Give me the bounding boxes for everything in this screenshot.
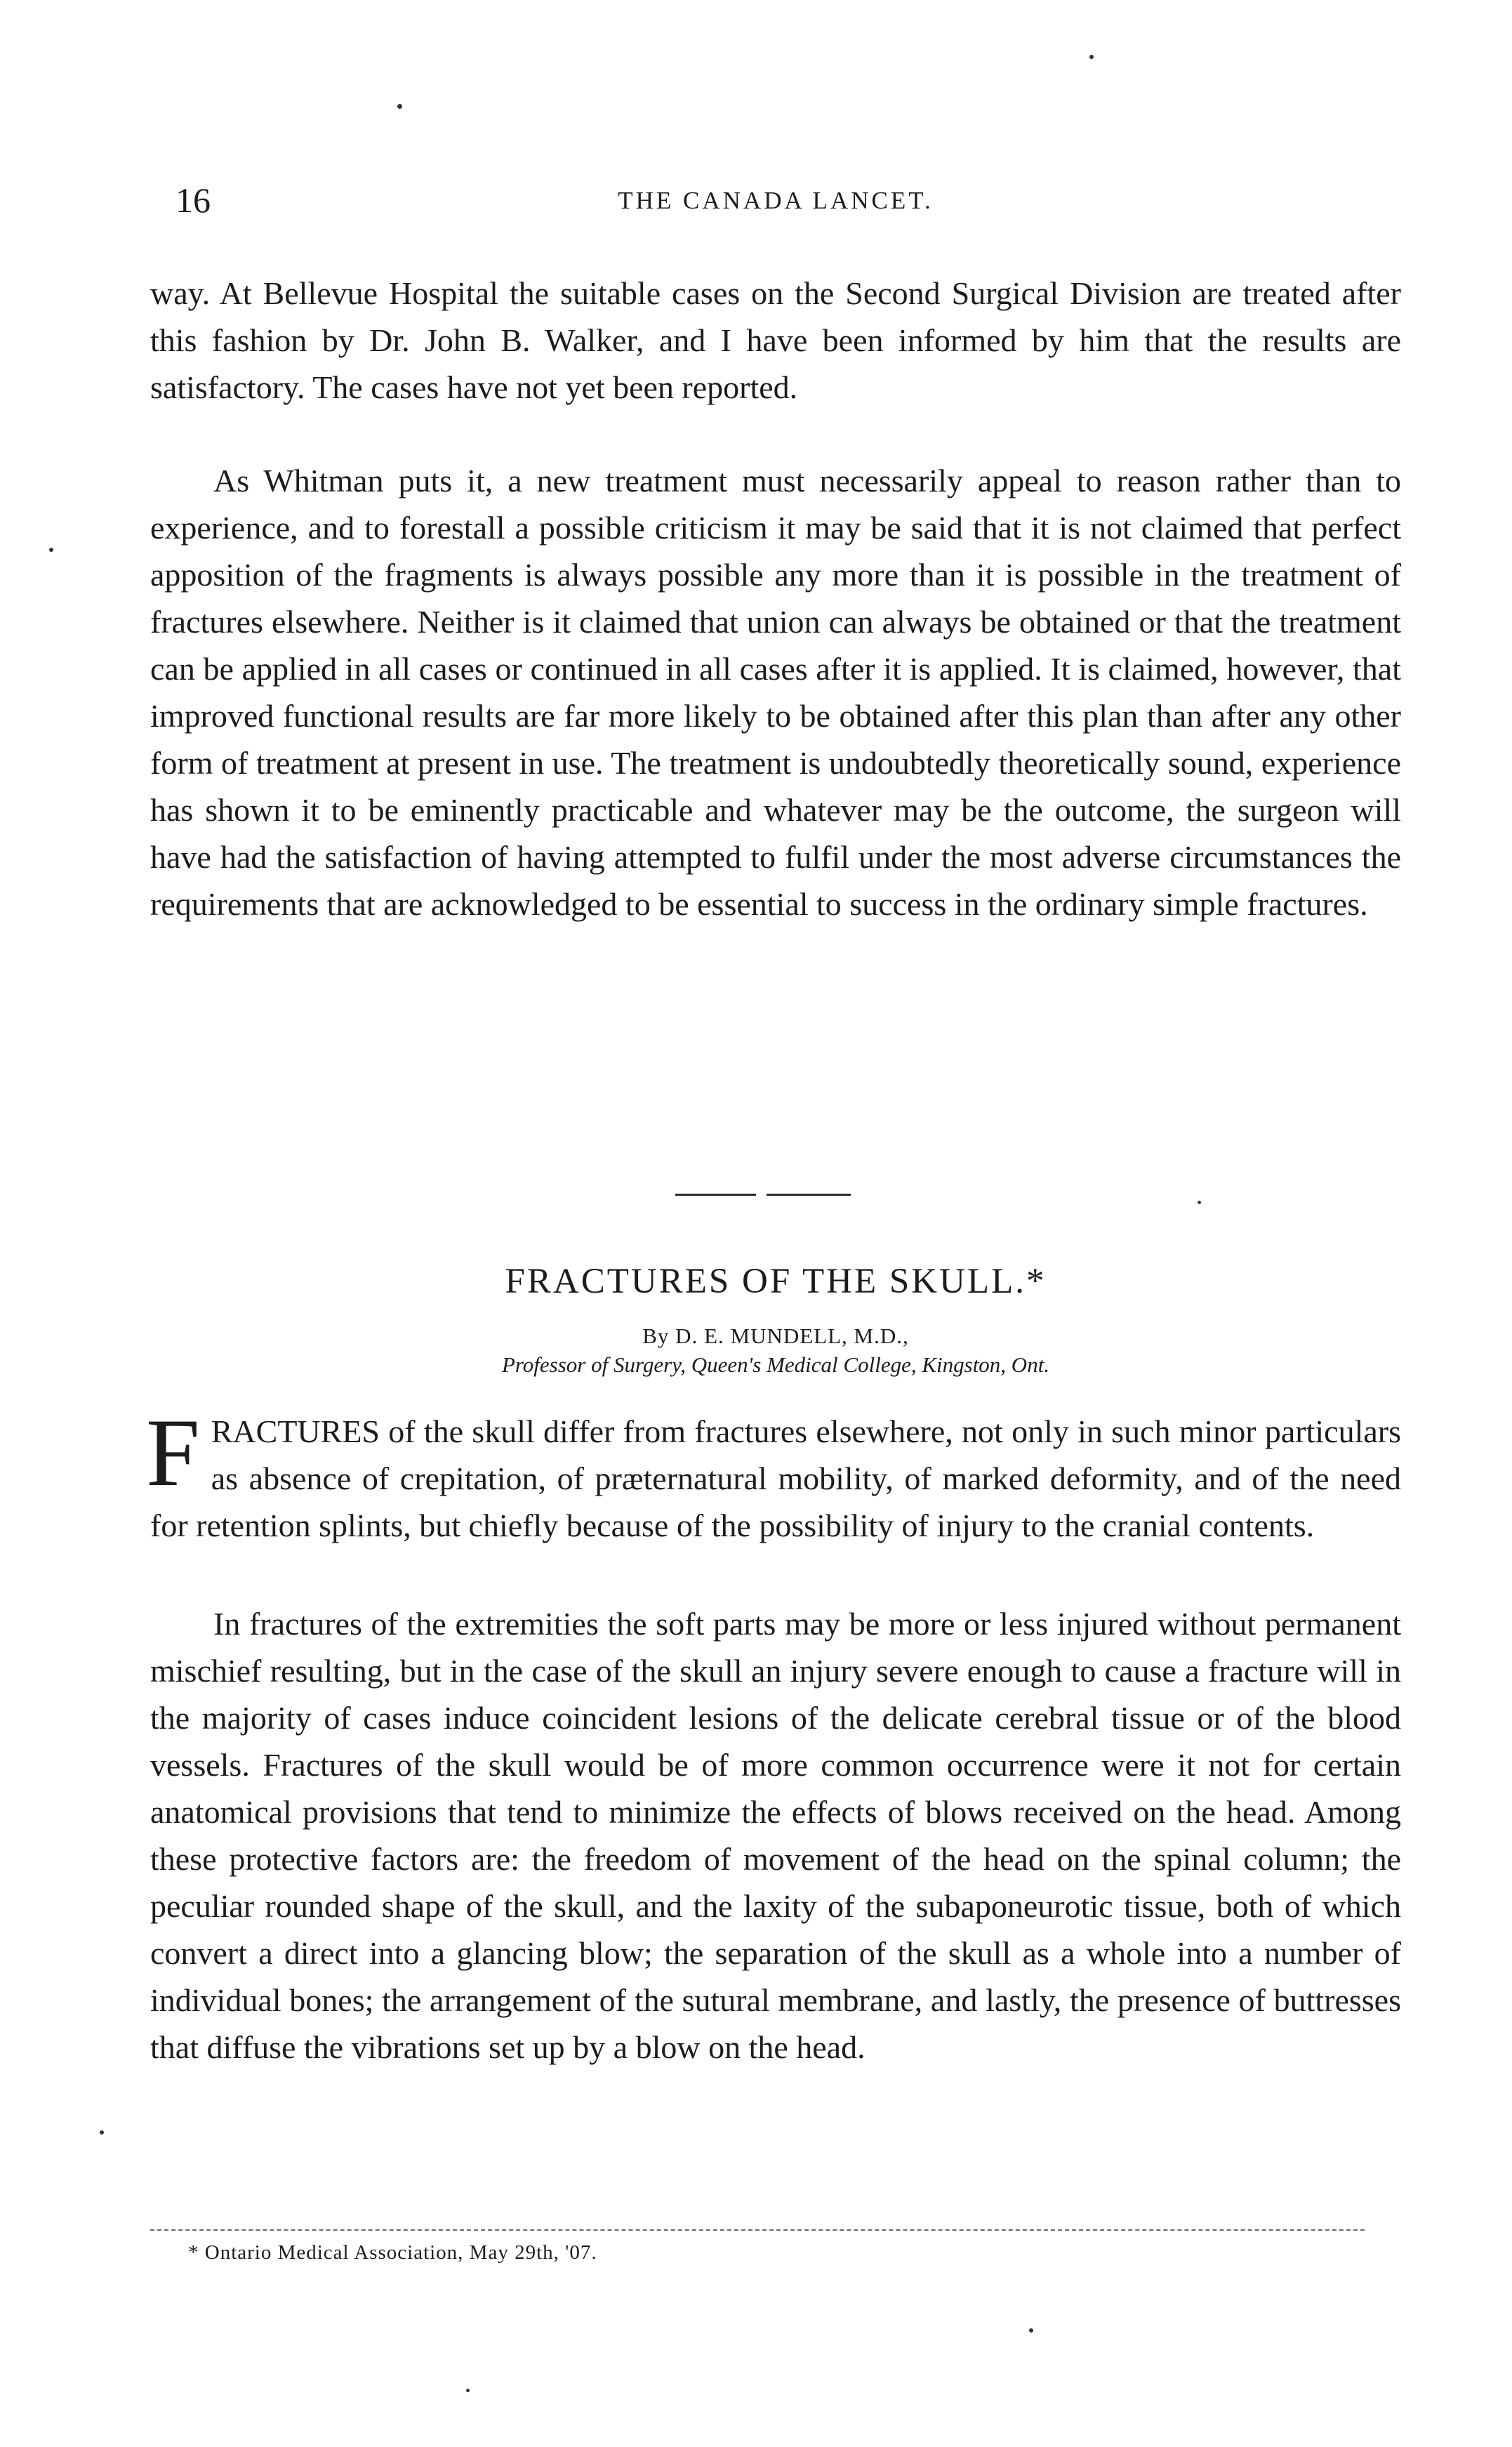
whitman-paragraph: As Whitman puts it, a new treatment must necessarily appeal to reason rather than to experience, and to forestall a possible criticism it may be said that it is not claimed that perfect apposition of the fragments is always possible any more than it is possible in the treatment of fractures elsewhere. Neither is it claimed that union can always be obtained or that the treatment can be applied in all cases or continued in all cases after it is applied. It is claimed, however, that improved functional results are far more likely to be obtained after this plan than after any other form of treatment at present in use. The treatment is undoubtedly theoretically sound, experience has shown it to be eminently practicable and whatever may be the outcome, the surgeon will have had the satisfaction of having attempted to fulfil under the most adverse circumstances the requirements that are acknowledged to be essential to success in the ordinary simple fractures. (150, 463, 1401, 922)
footnote-rule (150, 2229, 1365, 2231)
author-affiliation: Professor of Surgery, Queen's Medical College, Kingston, Ont. (501, 1352, 1050, 1377)
article-opening-block (146, 1399, 1401, 1549)
print-speck (49, 548, 53, 552)
running-head (175, 179, 1376, 221)
print-speck (466, 2389, 470, 2392)
continued-paragraph: way. At Bellevue Hospital the suitable cases on the Second Surgical Division are treated after this fashion by Dr. John B. Walker, and I have been informed by him that the results are satisfactory. The cases have not yet been reported. (150, 275, 1401, 405)
section-divider (675, 1194, 851, 1196)
article-second-paragraph: In fractures of the extremities the soft parts may be more or less injured without permanent mischief resulting, but in the case of the skull an injury severe enough to cause a fracture will in the majority of cases induce coincident lesions of the delicate cerebral tissue or of the blood vessels. Fractures of the skull would be of more common occurrence were it not for certain anatomical provisions that tend to minimize the effects of blows received on the head. Among these protective factors are: the freedom of movement of the head on the spinal column; the peculiar rounded shape of the skull, and the laxity of the subaponeurotic tissue, both of which convert a direct into a glancing blow; the separation of the skull as a whole into a number of individual bones; the arrangement of the sutural membrane, and lastly, the presence of buttresses that diffuse the vibrations set up by a blow on the head. (150, 1606, 1401, 2065)
article-title: FRACTURES OF THE SKULL.* (505, 1262, 1047, 1301)
whitman-text-block (150, 457, 1401, 928)
page-number: 16 (175, 180, 211, 220)
drop-cap: F (146, 1399, 200, 1506)
journal-title: THE CANADA LANCET. (618, 187, 934, 214)
print-speck (397, 104, 402, 109)
article-first-paragraph: RACTURES of the skull differ from fractures elsewhere, not only in such minor particulars as absence of crepitation, of præternatural mobility, of marked deformity, and of the need for retention splints, but chiefly because of the possibility of injury to the cranial contents. (150, 1413, 1401, 1543)
print-speck (1029, 2328, 1033, 2333)
print-speck (1089, 55, 1094, 59)
footnote: * Ontario Medical Association, May 29th, '07. (188, 2241, 597, 2264)
article-body-block (150, 1600, 1401, 2071)
print-speck (100, 2130, 104, 2135)
print-speck (1198, 1201, 1201, 1204)
article-byline: By D. E. MUNDELL, M.D., (642, 1324, 909, 1348)
continued-text-block (150, 270, 1401, 411)
